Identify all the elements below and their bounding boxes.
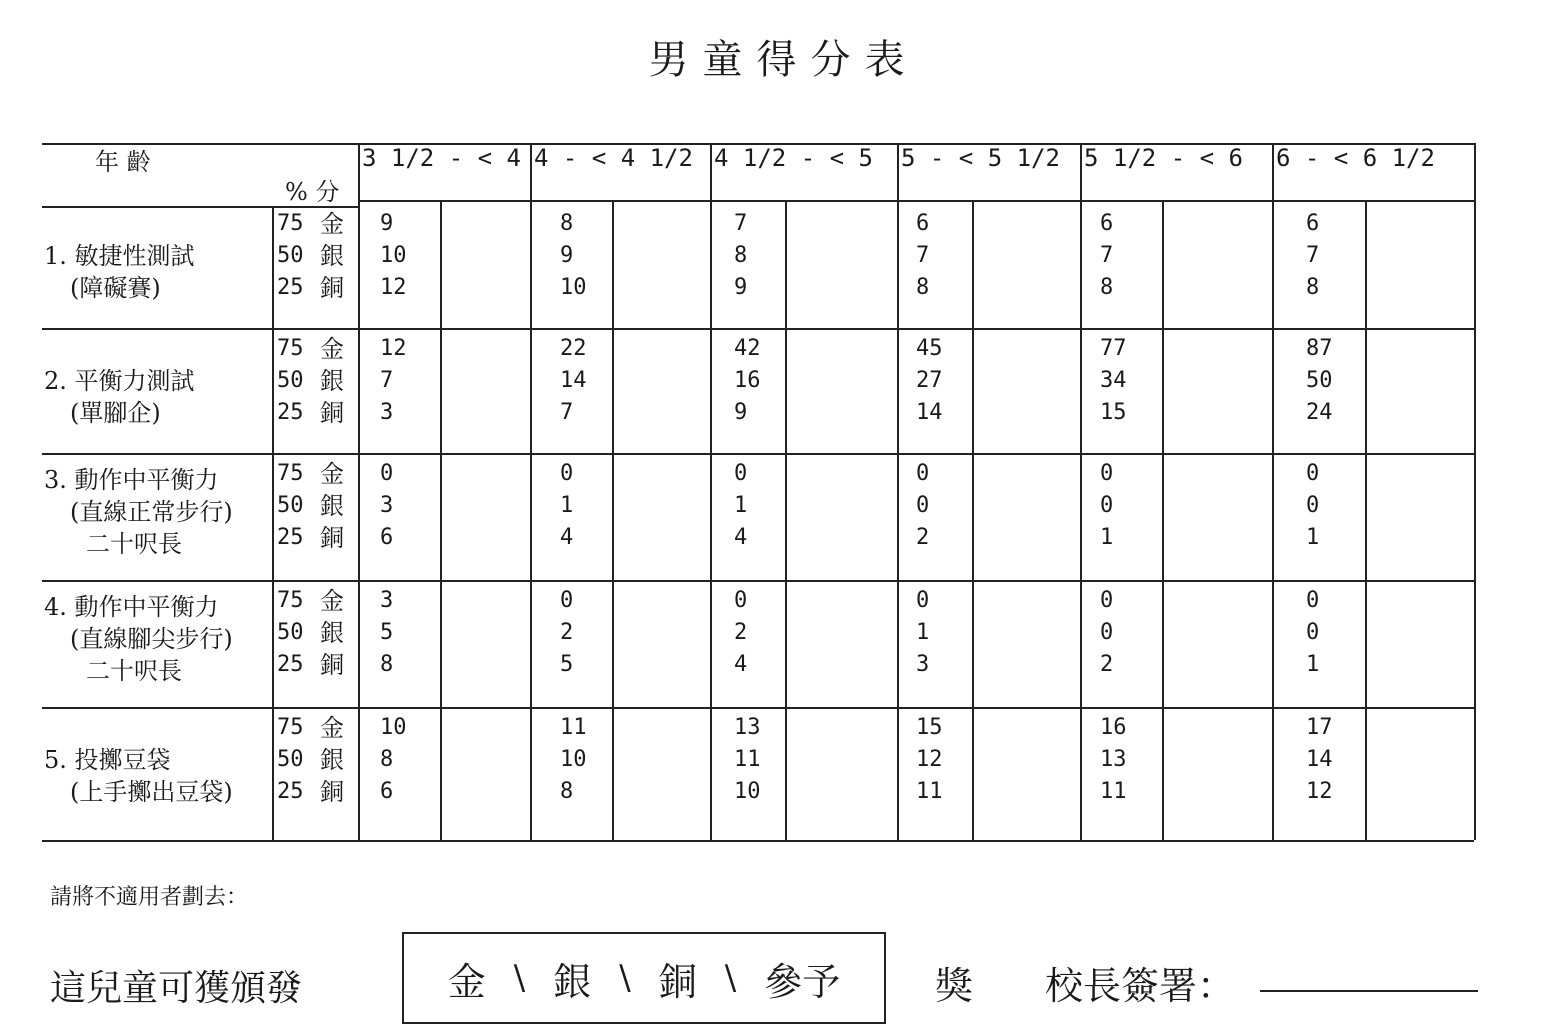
award-option-bronze[interactable]: 銅 xyxy=(658,959,697,1004)
award-option-silver[interactable]: 銀 xyxy=(553,959,592,1004)
age-column-divider xyxy=(1272,143,1274,840)
score-cell: 0 xyxy=(380,461,394,486)
score-cell: 0 xyxy=(1306,461,1320,486)
score-cell: 2 xyxy=(560,620,574,645)
medal-label: 銅 xyxy=(320,524,344,552)
age-group-header: 5 - < 5 1/2 xyxy=(901,144,1060,172)
medal-label: 銅 xyxy=(320,399,344,427)
test-name-line: (直線腳尖步行) xyxy=(70,625,233,653)
score-cell: 1 xyxy=(1100,525,1114,550)
age-group-header: 3 1/2 - < 4 xyxy=(362,144,521,172)
principal-signature-label: 校長簽署： xyxy=(1045,964,1236,1008)
row-divider xyxy=(42,707,1474,709)
score-cell: 13 xyxy=(1100,747,1127,772)
age-group-header: 6 - < 6 1/2 xyxy=(1276,144,1435,172)
score-cell: 7 xyxy=(1100,243,1114,268)
score-cell: 11 xyxy=(916,779,943,804)
age-group-header: 5 1/2 - < 6 xyxy=(1084,144,1243,172)
score-cell: 3 xyxy=(916,652,930,677)
award-suffix: 獎 xyxy=(935,964,974,1008)
score-cell: 8 xyxy=(560,779,574,804)
score-cell: 7 xyxy=(916,243,930,268)
score-cell: 42 xyxy=(734,336,761,361)
score-cell: 13 xyxy=(734,715,761,740)
score-cell: 27 xyxy=(916,368,943,393)
score-cell: 22 xyxy=(560,336,587,361)
medal-label: 銅 xyxy=(320,778,344,806)
score-cell: 9 xyxy=(734,400,748,425)
percentile-value: 75 xyxy=(277,211,304,236)
test-name-line: (直線正常步行) xyxy=(70,498,233,526)
percentile-value: 25 xyxy=(277,400,304,425)
percentile-value: 50 xyxy=(277,620,304,645)
percentile-value: 75 xyxy=(277,588,304,613)
score-cell: 0 xyxy=(1306,493,1320,518)
score-cell: 0 xyxy=(734,461,748,486)
instruction-note: 請將不適用者劃去： xyxy=(50,885,249,910)
score-cell: 8 xyxy=(380,652,394,677)
row-divider xyxy=(42,328,1474,330)
medal-label: 金 xyxy=(320,714,344,742)
test-name-line: 2. 平衡力測試 xyxy=(44,367,195,395)
score-cell: 7 xyxy=(1306,243,1320,268)
score-cell: 4 xyxy=(734,652,748,677)
score-cell: 8 xyxy=(916,275,930,300)
score-cell: 8 xyxy=(1306,275,1320,300)
score-cell: 6 xyxy=(916,211,930,236)
score-cell: 0 xyxy=(916,461,930,486)
percentile-value: 75 xyxy=(277,461,304,486)
medal-label: 銀 xyxy=(320,367,344,395)
percentile-header: % 分 xyxy=(285,178,340,206)
signature-line[interactable] xyxy=(1260,990,1478,992)
test-name-line: 二十呎長 xyxy=(86,657,182,685)
percentile-value: 50 xyxy=(277,747,304,772)
score-cell: 0 xyxy=(1306,588,1320,613)
result-column-divider xyxy=(1162,200,1164,840)
score-cell: 9 xyxy=(560,243,574,268)
header-rule xyxy=(358,200,1474,202)
score-cell: 9 xyxy=(734,275,748,300)
test-name-line: (上手擲出豆袋) xyxy=(70,778,233,806)
score-cell: 77 xyxy=(1100,336,1127,361)
score-cell: 7 xyxy=(734,211,748,236)
result-column-divider xyxy=(440,200,442,840)
award-options-box[interactable] xyxy=(402,932,886,1024)
award-option-gold[interactable]: 金 xyxy=(447,959,486,1004)
score-cell: 0 xyxy=(1306,620,1320,645)
score-cell: 3 xyxy=(380,400,394,425)
percentile-value: 50 xyxy=(277,368,304,393)
score-cell: 8 xyxy=(560,211,574,236)
score-cell: 87 xyxy=(1306,336,1333,361)
percentile-value: 50 xyxy=(277,493,304,518)
score-cell: 11 xyxy=(734,747,761,772)
score-cell: 7 xyxy=(380,368,394,393)
score-cell: 2 xyxy=(916,525,930,550)
score-cell: 10 xyxy=(380,715,407,740)
score-cell: 15 xyxy=(916,715,943,740)
test-name-line: 4. 動作中平衡力 xyxy=(44,593,219,621)
score-cell: 1 xyxy=(734,493,748,518)
result-column-divider xyxy=(1365,200,1367,840)
percentile-value: 25 xyxy=(277,652,304,677)
score-cell: 14 xyxy=(1306,747,1333,772)
separator: \ xyxy=(619,958,631,998)
bottom-rule xyxy=(42,840,1474,842)
test-name-line: (單腳企) xyxy=(70,399,161,427)
score-cell: 7 xyxy=(560,400,574,425)
score-cell: 6 xyxy=(1306,211,1320,236)
score-cell: 3 xyxy=(380,588,394,613)
award-text: 這兒童可獲頒發 xyxy=(50,968,303,1009)
result-column-divider xyxy=(785,200,787,840)
score-cell: 5 xyxy=(380,620,394,645)
score-cell: 10 xyxy=(734,779,761,804)
score-cell: 3 xyxy=(380,493,394,518)
score-cell: 10 xyxy=(380,243,407,268)
score-cell: 0 xyxy=(560,461,574,486)
page-title: 男童得分表 xyxy=(648,37,919,83)
score-cell: 34 xyxy=(1100,368,1127,393)
score-cell: 2 xyxy=(734,620,748,645)
score-cell: 12 xyxy=(1306,779,1333,804)
test-name-line: 1. 敏捷性測試 xyxy=(44,242,195,270)
score-cell: 11 xyxy=(1100,779,1127,804)
award-option-participation[interactable]: 參予 xyxy=(764,959,841,1004)
score-cell: 14 xyxy=(916,400,943,425)
score-cell: 0 xyxy=(1100,588,1114,613)
age-group-header: 4 - < 4 1/2 xyxy=(534,144,693,172)
score-cell: 1 xyxy=(1306,652,1320,677)
medal-label: 銀 xyxy=(320,492,344,520)
score-cell: 10 xyxy=(560,275,587,300)
score-cell: 8 xyxy=(734,243,748,268)
score-cell: 0 xyxy=(1100,620,1114,645)
result-column-divider xyxy=(972,200,974,840)
score-cell: 6 xyxy=(380,779,394,804)
percentile-value: 75 xyxy=(277,715,304,740)
score-cell: 24 xyxy=(1306,400,1333,425)
separator: \ xyxy=(513,958,526,998)
score-cell: 1 xyxy=(1306,525,1320,550)
score-cell: 5 xyxy=(560,652,574,677)
score-cell: 1 xyxy=(560,493,574,518)
medal-label: 金 xyxy=(320,335,344,363)
score-cell: 4 xyxy=(734,525,748,550)
name-column-divider xyxy=(272,206,274,840)
score-cell: 9 xyxy=(380,211,394,236)
row-divider xyxy=(42,453,1474,455)
percentile-value: 25 xyxy=(277,275,304,300)
test-name-line: (障礙賽) xyxy=(70,274,161,302)
score-cell: 0 xyxy=(1100,493,1114,518)
age-column-divider xyxy=(710,143,712,840)
age-group-header: 4 1/2 - < 5 xyxy=(714,144,873,172)
age-header: 年 齡 xyxy=(95,148,151,176)
score-cell: 0 xyxy=(1100,461,1114,486)
percentile-value: 25 xyxy=(277,525,304,550)
score-cell: 15 xyxy=(1100,400,1127,425)
score-cell: 14 xyxy=(560,368,587,393)
percentile-value: 75 xyxy=(277,336,304,361)
score-cell: 8 xyxy=(1100,275,1114,300)
percentile-value: 50 xyxy=(277,243,304,268)
test-name-line: 二十呎長 xyxy=(86,530,182,558)
score-cell: 12 xyxy=(916,747,943,772)
row-divider xyxy=(42,580,1474,582)
age-column-divider xyxy=(530,143,532,840)
medal-label: 金 xyxy=(320,460,344,488)
score-cell: 2 xyxy=(1100,652,1114,677)
medal-label: 銀 xyxy=(320,242,344,270)
score-cell: 0 xyxy=(916,493,930,518)
score-cell: 16 xyxy=(734,368,761,393)
age-column-divider xyxy=(897,143,899,840)
percentile-value: 25 xyxy=(277,779,304,804)
separator: \ xyxy=(724,958,737,998)
medal-label: 銀 xyxy=(320,619,344,647)
score-cell: 4 xyxy=(560,525,574,550)
result-column-divider xyxy=(612,200,614,840)
score-cell: 8 xyxy=(380,747,394,772)
age-column-divider xyxy=(1080,143,1082,840)
age-column-divider xyxy=(358,143,360,840)
score-cell: 11 xyxy=(560,715,587,740)
score-cell: 0 xyxy=(734,588,748,613)
medal-label: 金 xyxy=(320,587,344,615)
test-name-line: 3. 動作中平衡力 xyxy=(44,466,219,494)
age-column-divider xyxy=(1474,143,1476,840)
score-cell: 1 xyxy=(916,620,930,645)
score-cell: 16 xyxy=(1100,715,1127,740)
score-cell: 6 xyxy=(380,525,394,550)
test-name-line: 5. 投擲豆袋 xyxy=(44,746,171,774)
medal-label: 銀 xyxy=(320,746,344,774)
score-cell: 0 xyxy=(916,588,930,613)
medal-label: 銅 xyxy=(320,651,344,679)
score-cell: 12 xyxy=(380,336,407,361)
score-cell: 6 xyxy=(1100,211,1114,236)
medal-label: 銅 xyxy=(320,274,344,302)
score-cell: 50 xyxy=(1306,368,1333,393)
score-cell: 12 xyxy=(380,275,407,300)
score-cell: 0 xyxy=(560,588,574,613)
score-cell: 17 xyxy=(1306,715,1333,740)
score-cell: 10 xyxy=(560,747,587,772)
medal-label: 金 xyxy=(320,210,344,238)
score-cell: 45 xyxy=(916,336,943,361)
